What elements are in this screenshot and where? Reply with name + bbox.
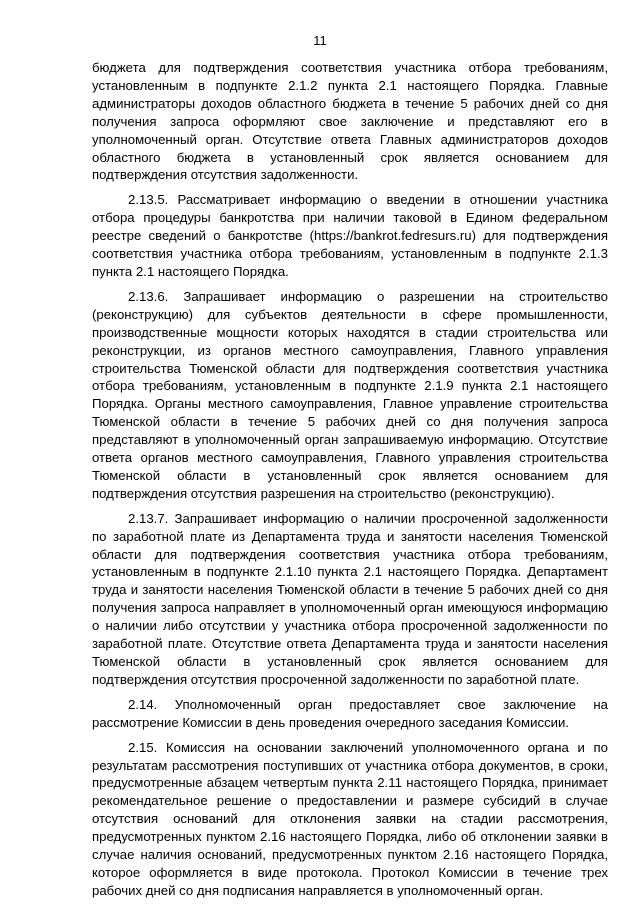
paragraph-2-15: 2.15. Комиссия на основании заключений уполномоченного органа и по результатам рассмотрения поступивших от участника отбора документов, в сроки, предусмотренные абзацем четвертым пункта 2.11 настоящего Порядка, принимает рекомендательное решение о предоставлении и размере субсидий в случае отсутствия оснований для отклонения заявки на стадии рассмотрения, предусмотренных пунктом 2.16 настоящего Порядка, либо об отклонении заявки в случае наличия оснований, предусмотренных пунктом 2.16 настоящего Порядка, которое оформляется в виде протокола. Протокол Комиссии в течение трех рабочих дней со дня подписания направляется в уполномоченный орган. <box>92 739 608 898</box>
page-number: 11 <box>313 33 327 48</box>
paragraph-2-13-7: 2.13.7. Запрашивает информацию о наличии просроченной задолженности по заработной плате из Департамента труда и занятости населения Тюменской области для подтверждения соответствия участника отбора требованиям, установленным в подпункте 2.1.10 пункта 2.1 настоящего Порядка. Департамент труда и занятости населения Тюменской области в течение 5 рабочих дней со дня получения запроса направляет в уполномоченный орган имеющуюся информацию о наличии либо отсутствии у участника отбора просроченной задолженности по заработной плате. Отсутствие ответа Департамента труда и занятости населения Тюменской области в установленный срок является основанием для подтверждения отсутствия просроченной задолженности по заработной плате. <box>92 510 608 687</box>
paragraph-continuation: бюджета для подтверждения соответствия участника отбора требованиям, установленным в подпункте 2.1.2 пункта 2.1 настоящего Порядка. Главные администраторы доходов областного бюджета в течение 5 рабочих дней со дня получения запроса оформляют свое заключение и представляют его в уполномоченный орган. Отсутствие ответа Главных администраторов доходов областного бюджета в установленный срок является основанием для подтверждения отсутствия задолженности. <box>92 60 608 183</box>
paragraph-2-13-6: 2.13.6. Запрашивает информацию о разрешении на строительство (реконструкцию) для субъектов деятельности в сфере промышленности, производственные мощности которых находятся в стадии строительства или реконструкции, из органов местного самоуправления, Главного управления строительства Тюменской области для подтверждения соответствия участника отбора требованиям, установленным в подпункте 2.1.9 пункта 2.1 настоящего Порядка. Органы местного самоуправления, Главное управление строительства Тюменской области в течение 5 рабочих дней со дня получения запроса представляют в уполномоченный орган запрашиваемую информацию. Отсутствие ответа органов местного самоуправления, Главного управления строительства Тюменской области в установленный срок является основанием для подтверждения отсутствия разрешения на строительство (реконструкцию). <box>92 288 608 501</box>
paragraph-2-14: 2.14. Уполномоченный орган предоставляет свое заключение на рассмотрение Комиссии в день проведения очередного заседания Комиссии. <box>92 696 608 730</box>
document-body <box>92 59 608 907</box>
paragraph-2-13-5: 2.13.5. Рассматривает информацию о введении в отношении участника отбора процедуры банкротства при наличии таковой в Едином федеральном реестре сведений о банкротстве (https://bankrot.fedresurs.ru) для подтверждения соответствия участника отбора требованиям, установленным в подпункте 2.1.3 пункта 2.1 настоящего Порядка. <box>92 192 608 279</box>
